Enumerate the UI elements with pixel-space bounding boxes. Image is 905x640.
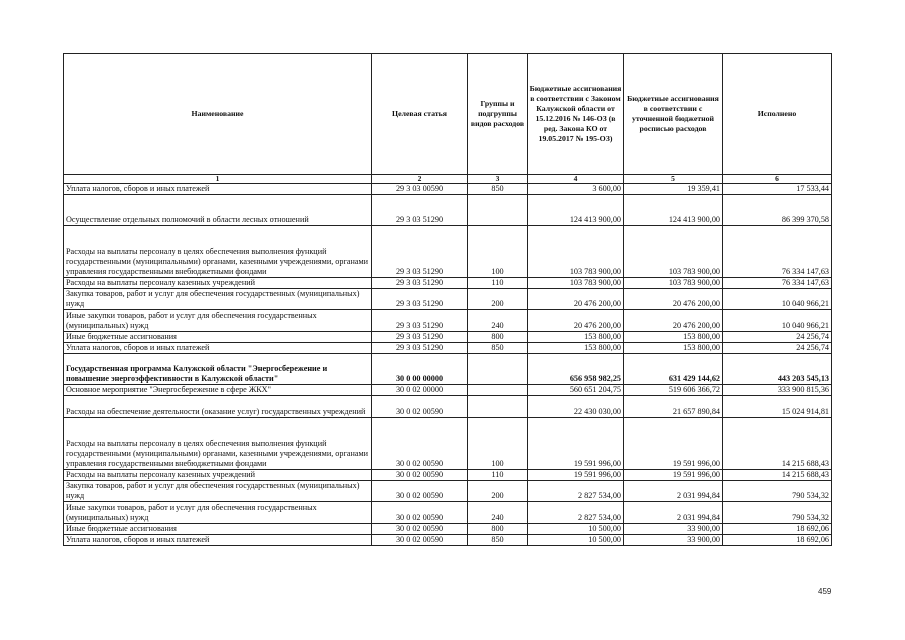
table-row	[64, 310, 832, 332]
row-budget-revised: 33 900,00	[624, 535, 723, 546]
row-name: Иные закупки товаров, работ и услуг для обеспечения государственных (муниципальных) нужд	[64, 310, 372, 332]
row-target-article: 30 0 02 00000	[372, 385, 468, 396]
row-expense-group: 800	[468, 332, 528, 343]
row-target-article: 30 0 02 00590	[372, 470, 468, 481]
row-target-article: 30 0 02 00590	[372, 502, 468, 524]
row-budget-law: 656 958 982,25	[528, 354, 624, 385]
table-row	[64, 354, 832, 385]
row-target-article: 29 3 03 51290	[372, 310, 468, 332]
row-budget-law: 153 800,00	[528, 343, 624, 354]
row-name: Уплата налогов, сборов и иных платежей	[64, 184, 372, 195]
table-row	[64, 195, 832, 226]
column-number: 3	[468, 175, 528, 184]
row-expense-group: 850	[468, 343, 528, 354]
header-name: Наименование	[64, 54, 372, 175]
row-budget-law: 20 476 200,00	[528, 289, 624, 310]
row-target-article: 29 3 03 51290	[372, 195, 468, 226]
row-budget-revised: 20 476 200,00	[624, 289, 723, 310]
row-expense-group: 200	[468, 481, 528, 502]
row-budget-law: 10 500,00	[528, 535, 624, 546]
row-target-article: 30 0 02 00590	[372, 524, 468, 535]
header-target-article: Целевая статья	[372, 54, 468, 175]
table-row	[64, 502, 832, 524]
table-row	[64, 184, 832, 195]
row-name: Расходы на выплаты персоналу в целях обеспечения выполнения функций государственными (муниципальными) органами, казенными учреждениями, органами управления государственными внебюджетными фондами	[64, 418, 372, 470]
row-name: Иные бюджетные ассигнования	[64, 524, 372, 535]
row-executed: 76 334 147,63	[723, 226, 832, 278]
table-row	[64, 278, 832, 289]
row-budget-revised: 103 783 900,00	[624, 226, 723, 278]
row-budget-revised: 2 031 994,84	[624, 481, 723, 502]
table-row	[64, 343, 832, 354]
row-expense-group: 850	[468, 535, 528, 546]
row-budget-law: 3 600,00	[528, 184, 624, 195]
row-target-article: 29 3 03 00590	[372, 184, 468, 195]
row-executed: 17 533,44	[723, 184, 832, 195]
row-target-article: 29 3 03 51290	[372, 278, 468, 289]
page-number: 459	[818, 587, 832, 596]
row-name: Иные закупки товаров, работ и услуг для обеспечения государственных (муниципальных) нужд	[64, 502, 372, 524]
header-row	[64, 54, 832, 175]
row-budget-revised: 124 413 900,00	[624, 195, 723, 226]
row-executed: 18 692,06	[723, 524, 832, 535]
row-budget-revised: 20 476 200,00	[624, 310, 723, 332]
row-expense-group	[468, 195, 528, 226]
header-budget-revised: Бюджетные ассигнования в соответствии с уточненной бюджетной росписью расходов	[624, 54, 723, 175]
row-name: Закупка товаров, работ и услуг для обеспечения государственных (муниципальных) нужд	[64, 481, 372, 502]
row-budget-revised: 2 031 994,84	[624, 502, 723, 524]
table-row	[64, 226, 832, 278]
row-budget-law: 22 430 030,00	[528, 396, 624, 418]
row-executed: 76 334 147,63	[723, 278, 832, 289]
row-name: Закупка товаров, работ и услуг для обеспечения государственных (муниципальных) нужд	[64, 289, 372, 310]
row-budget-revised: 153 800,00	[624, 343, 723, 354]
row-executed: 10 040 966,21	[723, 310, 832, 332]
row-name: Уплата налогов, сборов и иных платежей	[64, 535, 372, 546]
table-row	[64, 481, 832, 502]
row-budget-revised: 19 591 996,00	[624, 470, 723, 481]
row-budget-law: 19 591 996,00	[528, 470, 624, 481]
row-expense-group: 850	[468, 184, 528, 195]
column-number-row	[64, 175, 832, 184]
row-target-article: 30 0 02 00590	[372, 396, 468, 418]
row-executed: 790 534,32	[723, 481, 832, 502]
table-row	[64, 535, 832, 546]
row-target-article: 30 0 02 00590	[372, 535, 468, 546]
row-budget-law: 19 591 996,00	[528, 418, 624, 470]
row-target-article: 29 3 03 51290	[372, 343, 468, 354]
row-name: Основное мероприятие "Энергосбережение в сфере ЖКХ"	[64, 385, 372, 396]
row-target-article: 29 3 03 51290	[372, 332, 468, 343]
column-number: 5	[624, 175, 723, 184]
row-executed: 333 900 815,36	[723, 385, 832, 396]
row-name: Государственная программа Калужской области "Энергосбережение и повышение энергоэффективности в Калужской области"	[64, 354, 372, 385]
row-expense-group: 110	[468, 470, 528, 481]
row-budget-law: 153 800,00	[528, 332, 624, 343]
column-number: 4	[528, 175, 624, 184]
row-executed: 24 256,74	[723, 343, 832, 354]
row-budget-law: 20 476 200,00	[528, 310, 624, 332]
row-budget-law: 103 783 900,00	[528, 226, 624, 278]
table-row	[64, 524, 832, 535]
row-budget-revised: 153 800,00	[624, 332, 723, 343]
header-budget-law: Бюджетные ассигнования в соответствии с Законом Калужской области от 15.12.2016 № 146-ОЗ (в ред. Закона КО от 19.05.2017 № 195-ОЗ)	[528, 54, 624, 175]
header-executed: Исполнено	[723, 54, 832, 175]
row-target-article: 30 0 02 00590	[372, 481, 468, 502]
row-target-article: 30 0 02 00590	[372, 418, 468, 470]
row-budget-revised: 103 783 900,00	[624, 278, 723, 289]
row-executed: 18 692,06	[723, 535, 832, 546]
table-row	[64, 418, 832, 470]
row-target-article: 29 3 03 51290	[372, 226, 468, 278]
row-executed: 14 215 688,43	[723, 418, 832, 470]
column-number: 6	[723, 175, 832, 184]
row-expense-group: 110	[468, 278, 528, 289]
row-executed: 86 399 370,58	[723, 195, 832, 226]
column-number: 1	[64, 175, 372, 184]
row-budget-law: 2 827 534,00	[528, 481, 624, 502]
row-expense-group: 240	[468, 502, 528, 524]
table-row	[64, 289, 832, 310]
row-expense-group: 200	[468, 289, 528, 310]
row-name: Осуществление отдельных полномочий в области лесных отношений	[64, 195, 372, 226]
row-executed: 790 534,32	[723, 502, 832, 524]
row-budget-revised: 631 429 144,62	[624, 354, 723, 385]
row-expense-group	[468, 354, 528, 385]
budget-execution-table	[63, 53, 832, 546]
row-target-article: 29 3 03 51290	[372, 289, 468, 310]
table-row	[64, 385, 832, 396]
row-name: Расходы на обеспечение деятельности (оказание услуг) государственных учреждений	[64, 396, 372, 418]
row-name: Расходы на выплаты персоналу в целях обеспечения выполнения функций государственными (муниципальными) органами, казенными учреждениями, органами управления государственными внебюджетными фондами	[64, 226, 372, 278]
row-budget-law: 10 500,00	[528, 524, 624, 535]
row-budget-law: 560 651 204,75	[528, 385, 624, 396]
row-expense-group	[468, 396, 528, 418]
row-executed: 10 040 966,21	[723, 289, 832, 310]
row-budget-revised: 19 359,41	[624, 184, 723, 195]
row-name: Расходы на выплаты персоналу казенных учреждений	[64, 470, 372, 481]
row-name: Расходы на выплаты персоналу казенных учреждений	[64, 278, 372, 289]
row-executed: 24 256,74	[723, 332, 832, 343]
row-executed: 14 215 688,43	[723, 470, 832, 481]
row-budget-revised: 33 900,00	[624, 524, 723, 535]
row-budget-law: 103 783 900,00	[528, 278, 624, 289]
table-row	[64, 470, 832, 481]
row-target-article: 30 0 00 00000	[372, 354, 468, 385]
row-expense-group: 240	[468, 310, 528, 332]
table-row	[64, 332, 832, 343]
row-budget-revised: 21 657 890,84	[624, 396, 723, 418]
row-name: Уплата налогов, сборов и иных платежей	[64, 343, 372, 354]
row-budget-law: 2 827 534,00	[528, 502, 624, 524]
table-body	[64, 184, 832, 546]
row-expense-group	[468, 385, 528, 396]
row-budget-law: 124 413 900,00	[528, 195, 624, 226]
row-expense-group: 100	[468, 418, 528, 470]
row-budget-revised: 519 606 366,72	[624, 385, 723, 396]
row-name: Иные бюджетные ассигнования	[64, 332, 372, 343]
row-budget-revised: 19 591 996,00	[624, 418, 723, 470]
table-row	[64, 396, 832, 418]
row-executed: 15 024 914,81	[723, 396, 832, 418]
header-expense-groups: Группы и подгруппы видов расходов	[468, 54, 528, 175]
column-number: 2	[372, 175, 468, 184]
row-executed: 443 203 545,13	[723, 354, 832, 385]
row-expense-group: 100	[468, 226, 528, 278]
row-expense-group: 800	[468, 524, 528, 535]
